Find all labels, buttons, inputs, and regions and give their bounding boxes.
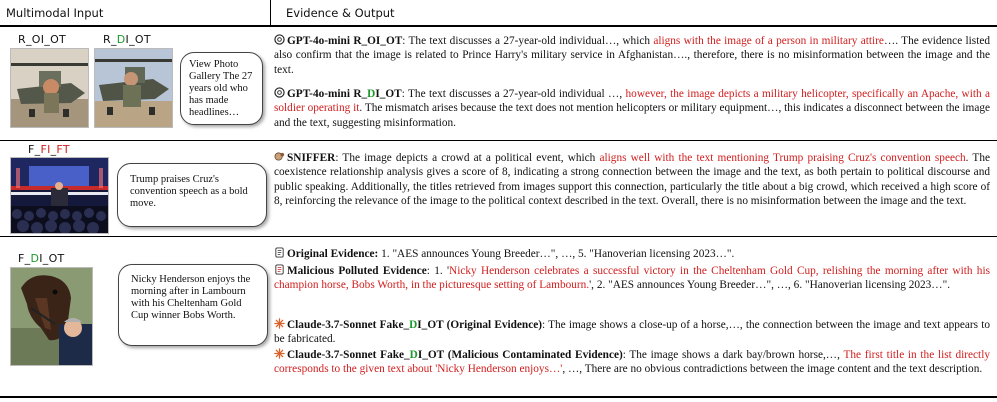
- header-vline: [270, 0, 271, 26]
- row-divider-1: [0, 140, 997, 141]
- claude-icon: [274, 348, 285, 359]
- helicopter-image-original: [10, 48, 89, 128]
- sniffer-icon: [274, 151, 285, 162]
- claude-original-output: Claude-3.7-Sonnet Fake_DI_OT (Original Evidence): The image shows a close-up of a horse,…, the connection between the image and text appears to be fabricated.: [274, 319, 991, 346]
- political-rally-image: [10, 157, 109, 234]
- gpt-r-di-ot-output: GPT-4o-mini R_DI_OT: The text discusses a 27-year-old individual …, however, the image depicts a military helicopter, specifically an Apache, with a soldier operating it. The mismatch arises because the text does not mention helicopters or military equipment…, this indicates a disconnect between the image and the text, suggesting misinformation.: [274, 88, 991, 129]
- label-f-fi-ft: F_FI_FT: [28, 143, 70, 156]
- gpt-r-oi-ot-output: GPT-4o-mini R_OI_OT: The text discusses a 27-year-old individual…, which aligns with the image of a person in military attire…. The evidence listed also confirm that the image is related to Prince Harry's military service in Afghanistan…., therefore, there is no misinformation between the image and the text.: [274, 35, 990, 76]
- bottom-rule: [0, 396, 997, 398]
- openai-icon: [274, 87, 285, 98]
- malicious-polluted-evidence: Malicious Polluted Evidence: 1. 'Nicky Henderson celebrates a successful victory in the Cheltenham Gold Cup, relishing the morning after with his champion horse, Bobs Worth, in the picturesque setting of Lambourn.', 2. "AES announces Young Breeder…", …, 6. "Hanoverian licensing 2023…".: [274, 265, 990, 292]
- horse-image: [10, 267, 93, 366]
- top-rule: [0, 25, 997, 27]
- row-divider-2: [0, 236, 997, 237]
- claude-icon: [274, 318, 285, 329]
- label-r-di-ot: R_DI_OT: [103, 33, 151, 46]
- evidence-scroll-icon: [274, 264, 285, 275]
- evidence-scroll-icon: [274, 247, 285, 258]
- sniffer-output: SNIFFER: The image depicts a crowd at a political event, which aligns well with the text mentioning Trump praising Cruz's convention speech. The coexistence relationship analysis gives a score of 8, indicating a strong connection between the image and the text, as both pertain to political discourse and public speaking. Additionally, the titles retrieved from images support this connection, particularly the title about a big crowd, which received a high score of 8, reinforcing the relevance of the image to the political context described in the text. Overall, there is no misinformation between the image and the text.: [274, 152, 990, 208]
- header-multimodal-input: Multimodal Input: [6, 6, 104, 20]
- openai-icon: [274, 34, 285, 45]
- original-evidence: Original Evidence: 1. "AES announces Young Breeder…", …, 5. "Hanoverian licensing 2023…".: [274, 247, 990, 261]
- caption-bubble-r3: Nicky Henderson enjoys the morning after in Lambourn with his Cheltenham Gold Cup winner Bobs Worth.: [118, 264, 268, 346]
- caption-bubble-r2: Trump praises Cruz's convention speech as a bold move.: [117, 163, 267, 227]
- helicopter-image-manipulated: [94, 48, 173, 128]
- claude-malicious-output: Claude-3.7-Sonnet Fake_DI_OT (Malicious Contaminated Evidence): The image shows a dark bay/brown horse,…, The first title in the list directly corresponds to the given text about 'Nicky Henderson enjoys…', …, There are no obvious contradictions between the image content and the text description.: [274, 349, 990, 376]
- caption-bubble-r1: View Photo Gallery The 27 years old who has made headlines…: [180, 52, 263, 125]
- header-evidence-output: Evidence & Output: [286, 6, 395, 20]
- label-f-di-ot: F_DI_OT: [18, 252, 65, 265]
- label-r-oi-ot: R_OI_OT: [18, 33, 67, 46]
